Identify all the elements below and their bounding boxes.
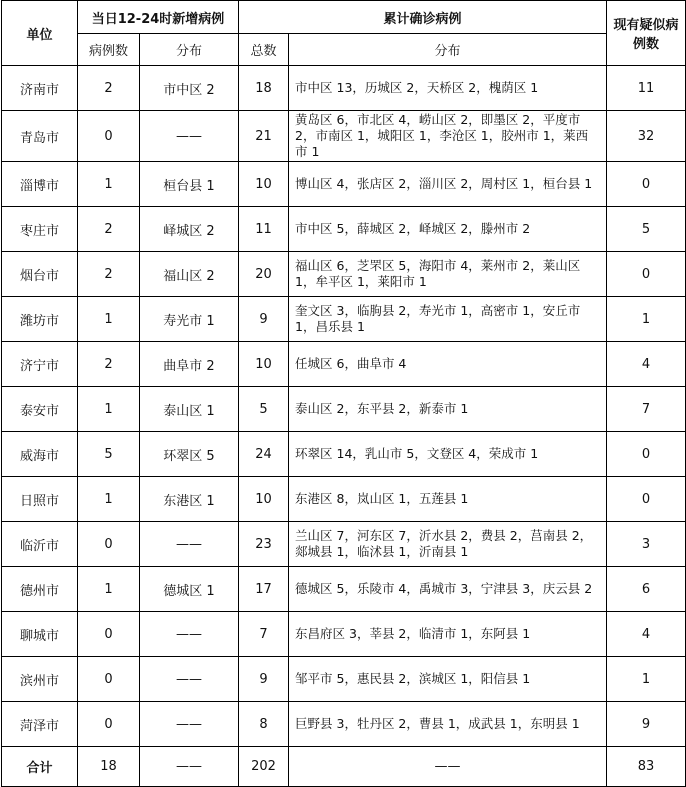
cell-new-distribution: 福山区 2 (140, 252, 239, 297)
cell-cumulative-distribution: 任城区 6，曲阜市 4 (289, 342, 607, 387)
cell-unit: 德州市 (2, 567, 78, 612)
header-unit: 单位 (2, 1, 78, 66)
table-row (2, 387, 686, 432)
cell-new-distribution: 曲阜市 2 (140, 342, 239, 387)
cell-unit: 威海市 (2, 432, 78, 477)
cell-unit: 菏泽市 (2, 702, 78, 747)
cell-new-count: 1 (78, 477, 140, 522)
table-row (2, 111, 686, 162)
table-row (2, 432, 686, 477)
cell-cumulative-distribution: 泰山区 2，东平县 2，新泰市 1 (289, 387, 607, 432)
cell-new-distribution: —— (140, 111, 239, 162)
cell-suspect: 32 (607, 111, 686, 162)
cell-unit: 日照市 (2, 477, 78, 522)
cell-new-distribution: —— (140, 612, 239, 657)
table-row (2, 657, 686, 702)
cell-new-count: 0 (78, 612, 140, 657)
cell-new-count: 0 (78, 522, 140, 567)
cell-new-count: 2 (78, 252, 140, 297)
cell-cumulative-distribution: 黄岛区 6，市北区 4，崂山区 2，即墨区 2，平度市 2，市南区 1，城阳区 1，李沧区 1，胶州市 1，莱西市 1 (289, 111, 607, 162)
cell-cumulative-distribution: 邹平市 5，惠民县 2，滨城区 1，阳信县 1 (289, 657, 607, 702)
cell-suspect: 1 (607, 657, 686, 702)
cell-cumulative-distribution: 东昌府区 3，莘县 2，临清市 1，东阿县 1 (289, 612, 607, 657)
cell-new-distribution: —— (140, 702, 239, 747)
cell-suspect: 4 (607, 342, 686, 387)
cell-unit: 滨州市 (2, 657, 78, 702)
cell-suspect: 7 (607, 387, 686, 432)
cell-cumulative-total: 17 (239, 567, 289, 612)
header-cumulative-group: 累计确诊病例 (239, 1, 607, 34)
table-row (2, 342, 686, 387)
total-new-count: 18 (78, 747, 140, 787)
cell-new-distribution: 桓台县 1 (140, 162, 239, 207)
total-label: 合计 (2, 747, 78, 787)
header-suspect (607, 1, 686, 66)
cell-unit: 烟台市 (2, 252, 78, 297)
cell-new-count: 2 (78, 207, 140, 252)
cell-unit: 临沂市 (2, 522, 78, 567)
cell-new-count: 0 (78, 702, 140, 747)
table-row (2, 162, 686, 207)
cell-suspect: 9 (607, 702, 686, 747)
table-row (2, 522, 686, 567)
cell-suspect: 6 (607, 567, 686, 612)
cell-suspect: 0 (607, 162, 686, 207)
epidemic-table (1, 0, 686, 787)
cell-cumulative-distribution: 市中区 5，薛城区 2，峄城区 2，滕州市 2 (289, 207, 607, 252)
header-new-count: 病例数 (78, 34, 140, 66)
cell-new-count: 1 (78, 162, 140, 207)
cell-unit: 淄博市 (2, 162, 78, 207)
cell-new-count: 0 (78, 657, 140, 702)
cell-suspect: 1 (607, 297, 686, 342)
cell-suspect: 11 (607, 66, 686, 111)
cell-new-distribution: 环翠区 5 (140, 432, 239, 477)
cell-cumulative-total: 18 (239, 66, 289, 111)
header-new-group: 当日12-24时新增病例 (78, 1, 239, 34)
cell-cumulative-total: 24 (239, 432, 289, 477)
cell-cumulative-distribution: 市中区 13，历城区 2，天桥区 2，槐荫区 1 (289, 66, 607, 111)
cell-cumulative-total: 10 (239, 342, 289, 387)
table-row (2, 612, 686, 657)
cell-new-distribution: 泰山区 1 (140, 387, 239, 432)
cell-new-count: 2 (78, 66, 140, 111)
cell-cumulative-total: 5 (239, 387, 289, 432)
cell-cumulative-distribution: 巨野县 3，牡丹区 2，曹县 1，成武县 1，东明县 1 (289, 702, 607, 747)
table-row (2, 477, 686, 522)
cell-cumulative-total: 23 (239, 522, 289, 567)
cell-cumulative-distribution: 德城区 5，乐陵市 4，禹城市 3，宁津县 3，庆云县 2 (289, 567, 607, 612)
cell-new-distribution: 峄城区 2 (140, 207, 239, 252)
header-cumulative-distribution: 分布 (289, 34, 607, 66)
cell-new-count: 5 (78, 432, 140, 477)
cell-suspect: 0 (607, 252, 686, 297)
total-distribution: —— (289, 747, 607, 787)
cell-unit: 泰安市 (2, 387, 78, 432)
cell-suspect: 3 (607, 522, 686, 567)
table-body (2, 66, 686, 747)
cell-cumulative-distribution: 兰山区 7，河东区 7，沂水县 2，费县 2，莒南县 2，郯城县 1，临沭县 1，沂南县 1 (289, 522, 607, 567)
cell-new-distribution: 寿光市 1 (140, 297, 239, 342)
cell-cumulative-distribution: 博山区 4，张店区 2，淄川区 2，周村区 1，桓台县 1 (289, 162, 607, 207)
cell-cumulative-total: 10 (239, 162, 289, 207)
cell-suspect: 5 (607, 207, 686, 252)
cell-unit: 潍坊市 (2, 297, 78, 342)
cell-new-count: 0 (78, 111, 140, 162)
cell-new-count: 1 (78, 297, 140, 342)
cell-cumulative-total: 10 (239, 477, 289, 522)
header-row-sub (2, 34, 686, 66)
table-row (2, 567, 686, 612)
cell-new-distribution: —— (140, 657, 239, 702)
header-suspect-label: 现有疑似病例数 (613, 18, 679, 52)
table-row (2, 252, 686, 297)
total-new-distribution: —— (140, 747, 239, 787)
table-row (2, 702, 686, 747)
cell-cumulative-total: 11 (239, 207, 289, 252)
cell-suspect: 0 (607, 432, 686, 477)
cell-unit: 济南市 (2, 66, 78, 111)
cell-cumulative-total: 7 (239, 612, 289, 657)
cell-cumulative-total: 9 (239, 657, 289, 702)
cell-cumulative-distribution: 东港区 8，岚山区 1，五莲县 1 (289, 477, 607, 522)
cell-new-count: 1 (78, 387, 140, 432)
total-suspect: 83 (607, 747, 686, 787)
header-cumulative-total: 总数 (239, 34, 289, 66)
header-new-distribution: 分布 (140, 34, 239, 66)
cell-new-count: 1 (78, 567, 140, 612)
cell-suspect: 0 (607, 477, 686, 522)
cell-cumulative-distribution: 环翠区 14，乳山市 5，文登区 4，荣成市 1 (289, 432, 607, 477)
cell-new-distribution: —— (140, 522, 239, 567)
cell-new-distribution: 东港区 1 (140, 477, 239, 522)
header-row-top (2, 1, 686, 34)
cell-cumulative-total: 21 (239, 111, 289, 162)
table-row (2, 297, 686, 342)
cell-unit: 聊城市 (2, 612, 78, 657)
cell-cumulative-distribution: 奎文区 3，临朐县 2，寿光市 1，高密市 1，安丘市 1，昌乐县 1 (289, 297, 607, 342)
cell-cumulative-total: 20 (239, 252, 289, 297)
cell-cumulative-distribution: 福山区 6，芝罘区 5，海阳市 4，莱州市 2，莱山区 1，牟平区 1，莱阳市 1 (289, 252, 607, 297)
cell-cumulative-total: 9 (239, 297, 289, 342)
cell-new-distribution: 德城区 1 (140, 567, 239, 612)
cell-suspect: 4 (607, 612, 686, 657)
cell-unit: 青岛市 (2, 111, 78, 162)
cell-unit: 济宁市 (2, 342, 78, 387)
total-cumulative: 202 (239, 747, 289, 787)
cell-new-distribution: 市中区 2 (140, 66, 239, 111)
table-row (2, 66, 686, 111)
cell-unit: 枣庄市 (2, 207, 78, 252)
cell-cumulative-total: 8 (239, 702, 289, 747)
total-row (2, 747, 686, 787)
table-row (2, 207, 686, 252)
cell-new-count: 2 (78, 342, 140, 387)
